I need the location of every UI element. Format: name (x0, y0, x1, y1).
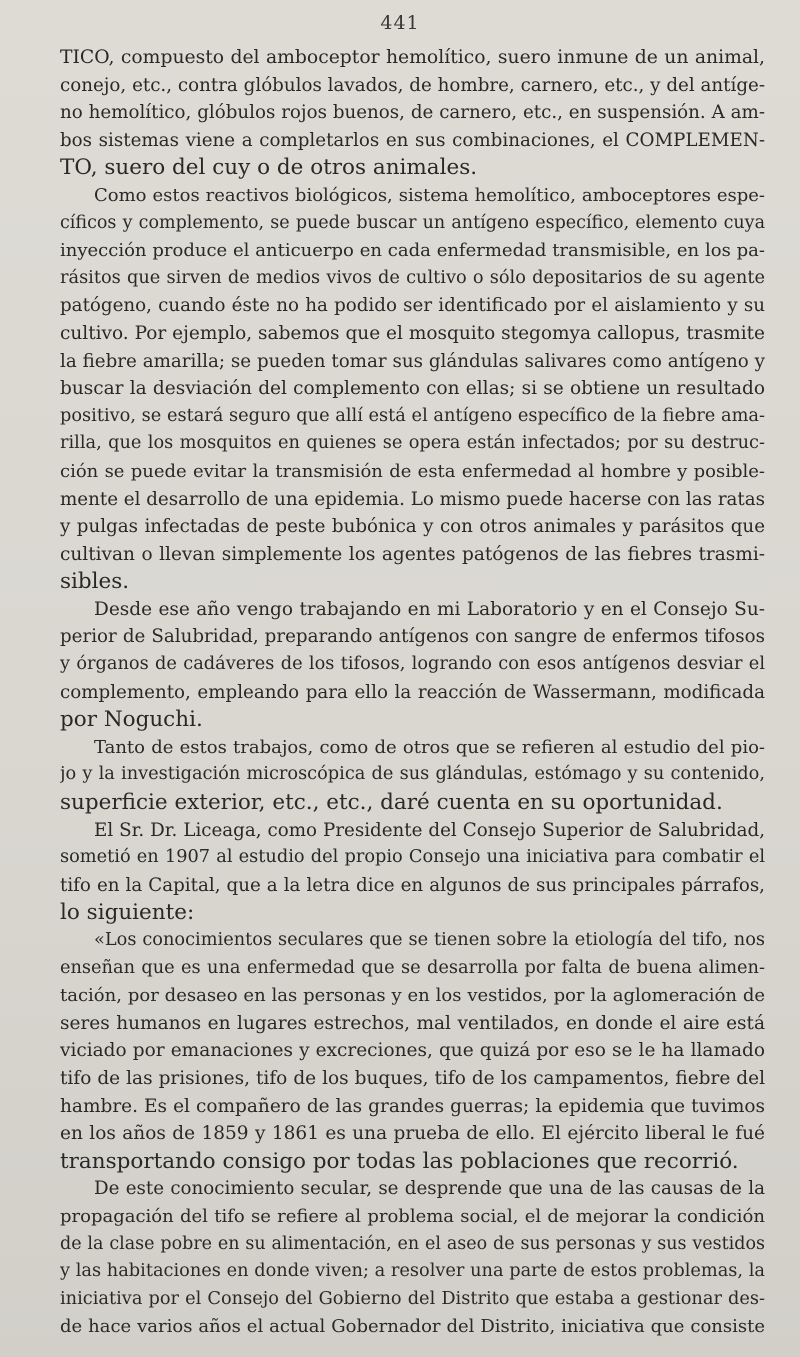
text-line: conejo, etc., contra glóbulos lavados, de hombre, carnero, etc., y del antíge- (60, 74, 765, 96)
text-line: iniciativa por el Consejo del Gobierno del Distrito que estaba a gestionar des- (60, 1288, 765, 1309)
text-line: TO, suero del cuy o de otros animales. (60, 155, 478, 181)
text-line: seres humanos en lugares estrechos, mal ventilados, en donde el aire está (60, 1012, 765, 1034)
text-line: en los años de 1859 y 1861 es una prueba de ello. El ejército liberal le fué (60, 1123, 765, 1145)
text-line: perior de Salubridad, preparando antígenos con sangre de enfermos tifosos (60, 626, 765, 648)
text-line: De este conocimiento secular, se desprende que una de las causas de la (94, 1178, 765, 1200)
text-line: sibles. (60, 569, 130, 595)
text-line: patógeno, cuando éste no ha podido ser identificado por el aislamiento y su (60, 295, 765, 317)
text-line: tación, por desaseo en las personas y en los vestidos, por la aglomeración de (60, 985, 765, 1007)
text-line: de la clase pobre en su alimentación, en el aseo de sus personas y sus vestidos (60, 1233, 765, 1254)
text-line: rilla, que los mosquitos en quienes se opera están infectados; por su destruc- (60, 433, 765, 454)
text-line: jo y la investigación microscópica de sus glándulas, estómago y su contenido, (60, 764, 765, 785)
text-line: de hace varios años el actual Gobernador del Distrito, iniciativa que consiste (60, 1316, 765, 1338)
text-line: TICO, compuesto del amboceptor hemolítico, suero inmune de un animal, (60, 47, 765, 68)
text-line: lo siguiente: (60, 900, 195, 926)
text-line: sometió en 1907 al estudio del propio Consejo una iniciativa para combatir el (60, 847, 765, 868)
text-line: positivo, se estará seguro que allí está el antígeno específico de la fiebre ama- (60, 405, 765, 426)
text-line: complemento, empleando para ello la reacción de Wassermann, modificada (60, 681, 765, 703)
text-line: no hemolítico, glóbulos rojos buenos, de carnero, etc., en suspensión. A am- (60, 102, 765, 124)
text-line: bos sistemas viene a completarlos en sus combinaciones, el COMPLEMEN- (60, 129, 765, 151)
text-line: ción se puede evitar la transmisión de esta enfermedad al hombre y posible- (60, 460, 765, 482)
text-line: El Sr. Dr. Liceaga, como Presidente del Consejo Superior de Salubridad, (94, 819, 765, 841)
page-number: 441 (380, 12, 420, 34)
text-line: viciado por emanaciones y excreciones, que quizá por eso se le ha llamado (60, 1040, 765, 1062)
text-line: superficie exterior, etc., etc., daré cuenta en su oportunidad. (60, 790, 723, 816)
text-line: Tanto de estos trabajos, como de otros que se refieren al estudio del pio- (94, 736, 765, 758)
text-line: cultivo. Por ejemplo, sabemos que el mosquito stegomya callopus, trasmite (60, 322, 765, 344)
text-line: tifo de las prisiones, tifo de los buques, tifo de los campamentos, fiebre del (60, 1067, 765, 1089)
body-text (60, 44, 765, 1341)
text-line: mente el desarrollo de una epidemia. Lo mismo puede hacerse con las ratas (60, 488, 765, 510)
text-line: y órganos de cadáveres de los tifosos, logrando con esos antígenos desviar el (60, 654, 765, 675)
text-line: Como estos reactivos biológicos, sistema hemolítico, amboceptores espe- (94, 184, 765, 206)
text-line: tifo en la Capital, que a la letra dice en algunos de sus principales párrafos, (60, 874, 765, 896)
text-line: cíficos y complemento, se puede buscar un antígeno específico, elemento cuya (60, 212, 765, 233)
text-line: buscar la desviación del complemento con ellas; si se obtiene un resultado (60, 378, 765, 400)
text-line: y las habitaciones en donde viven; a resolver una parte de estos problemas, la (60, 1261, 765, 1282)
text-line: hambre. Es el compañero de las grandes guerras; la epidemia que tuvimos (60, 1095, 765, 1117)
text-line: transportando consigo por todas las poblaciones que recorrió. (60, 1148, 739, 1174)
text-line: la fiebre amarilla; se pueden tomar sus glándulas salivares como antígeno y (60, 350, 765, 372)
text-line: cultivan o llevan simplemente los agentes patógenos de las fiebres trasmi- (60, 543, 765, 565)
text-line: «Los conocimientos seculares que se tienen sobre la etiología del tifo, nos (94, 930, 765, 950)
text-line: inyección produce el anticuerpo en cada enfermedad transmisible, en los pa- (60, 240, 765, 262)
text-line: Desde ese año vengo trabajando en mi Laboratorio y en el Consejo Su- (94, 598, 765, 620)
text-line: por Noguchi. (60, 707, 203, 733)
text-line: enseñan que es una enfermedad que se desarrolla por falta de buena alimen- (60, 957, 765, 978)
text-line: y pulgas infectadas de peste bubónica y con otros animales y parásitos que (60, 516, 765, 538)
text-line: propagación del tifo se refiere al problema social, el de mejorar la condición (60, 1205, 765, 1227)
text-line: rásitos que sirven de medios vivos de cultivo o sólo depositarios de su agente (60, 267, 765, 288)
